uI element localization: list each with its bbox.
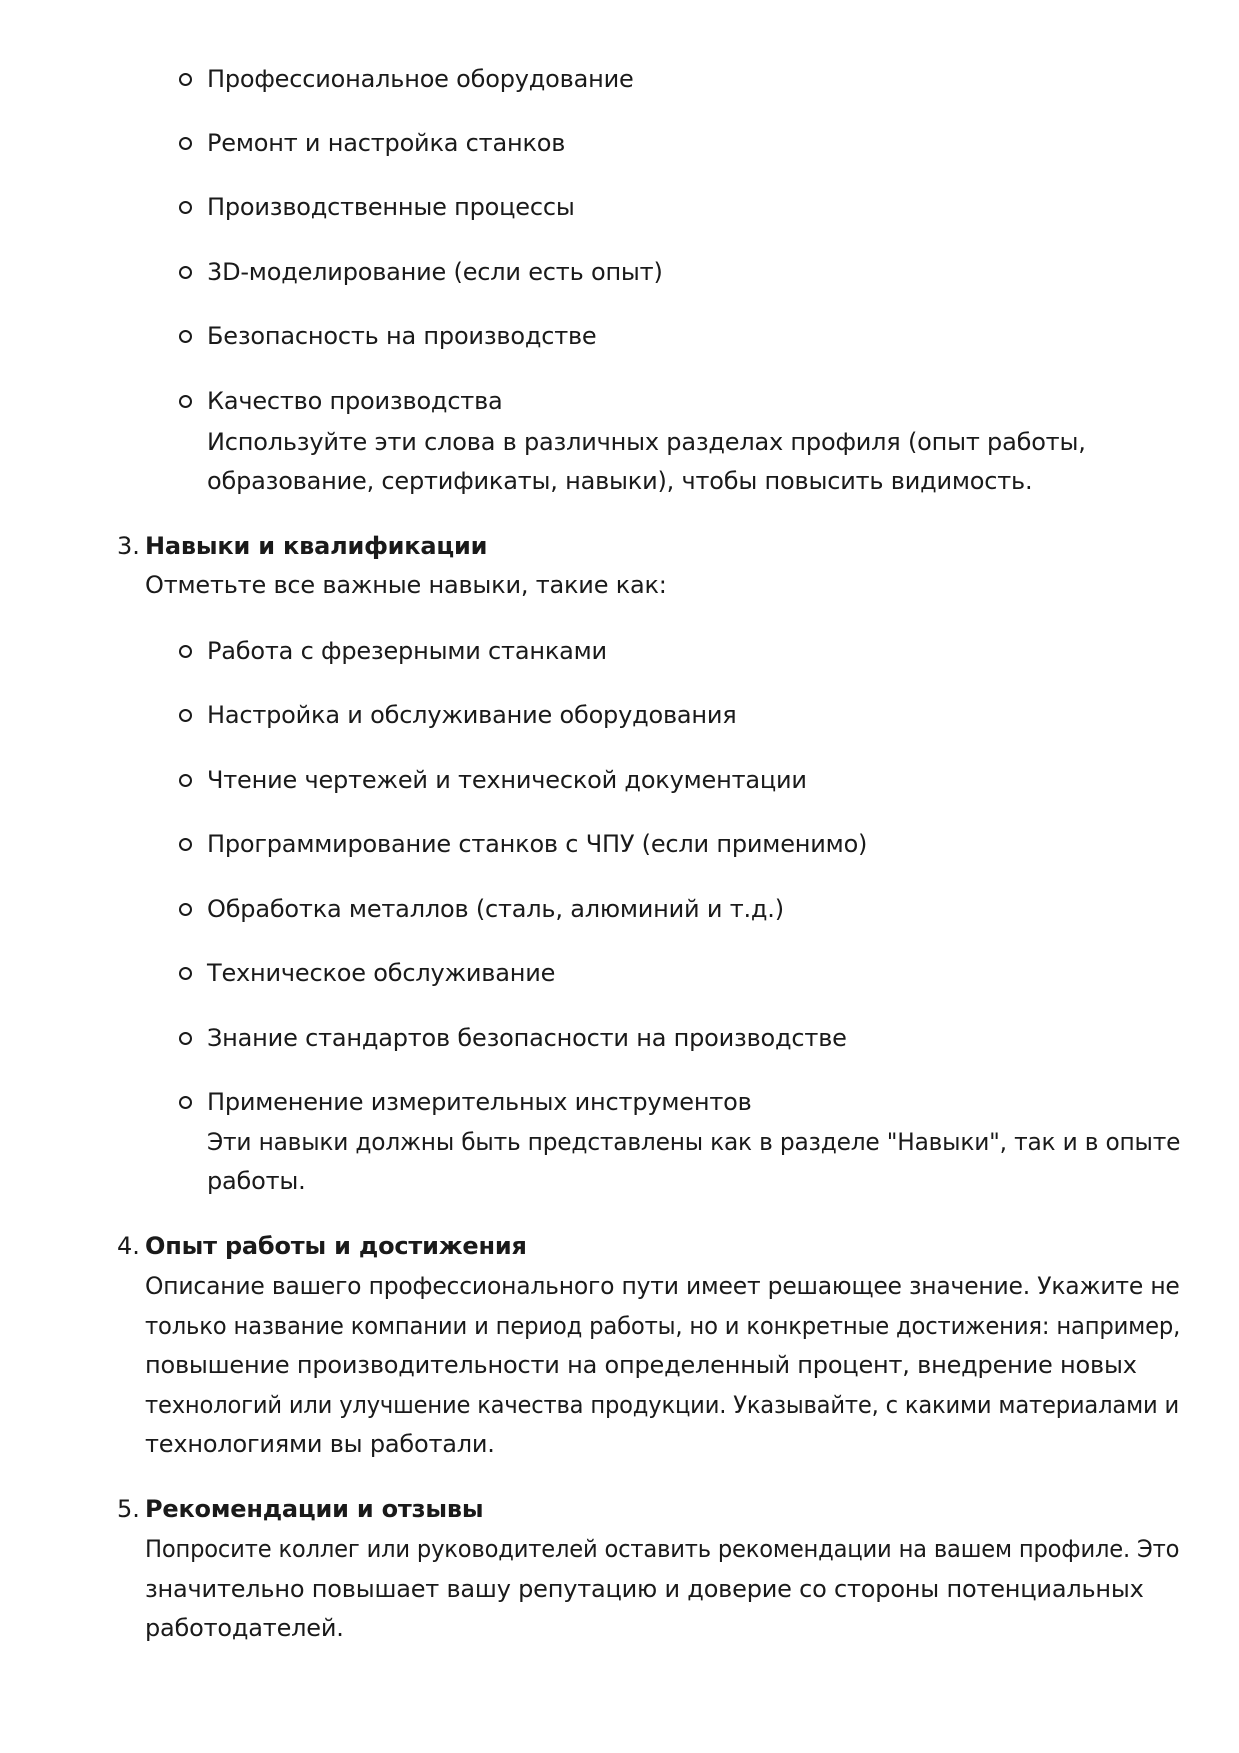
list-item: Программирование станков с ЧПУ (если применимо) bbox=[207, 830, 868, 858]
list-bullet-icon bbox=[179, 774, 192, 787]
list-bullet-icon bbox=[179, 967, 192, 980]
paragraph-line: технологий или улучшение качества продукции. Указывайте, с какими материалами и bbox=[145, 1391, 1179, 1419]
list-bullet-icon bbox=[179, 395, 192, 408]
paragraph-line: Попросите коллег или руководителей оставить рекомендации на вашем профиле. Это bbox=[145, 1535, 1180, 1563]
list-bullet-icon bbox=[179, 838, 192, 851]
paragraph-line: Описание вашего профессионального пути имеет решающее значение. Укажите не bbox=[145, 1272, 1180, 1300]
list-item: Обработка металлов (сталь, алюминий и т.д.) bbox=[207, 895, 784, 923]
paragraph-line: значительно повышает вашу репутацию и доверие со стороны потенциальных bbox=[145, 1575, 1144, 1603]
section-title: Рекомендации и отзывы bbox=[145, 1495, 484, 1523]
list-note-line: образование, сертификаты, навыки), чтобы повысить видимость. bbox=[207, 467, 1033, 495]
section-number: 5. bbox=[117, 1495, 140, 1523]
section-title: Навыки и квалификации bbox=[145, 532, 488, 560]
list-bullet-icon bbox=[179, 709, 192, 722]
list-note-line: Эти навыки должны быть представлены как в разделе "Навыки", так и в опыте bbox=[207, 1128, 1181, 1156]
paragraph-line: технологиями вы работали. bbox=[145, 1430, 495, 1458]
list-item: Применение измерительных инструментов bbox=[207, 1088, 752, 1116]
section-title: Опыт работы и достижения bbox=[145, 1232, 527, 1260]
list-note-line: Используйте эти слова в различных разделах профиля (опыт работы, bbox=[207, 428, 1086, 456]
list-item: Ремонт и настройка станков bbox=[207, 129, 566, 157]
list-item: Профессиональное оборудование bbox=[207, 65, 634, 93]
list-bullet-icon bbox=[179, 1096, 192, 1109]
list-bullet-icon bbox=[179, 645, 192, 658]
paragraph-line: только название компании и период работы, но и конкретные достижения: например, bbox=[145, 1312, 1181, 1340]
list-item: Качество производства bbox=[207, 387, 503, 415]
paragraph-line: повышение производительности на определенный процент, внедрение новых bbox=[145, 1351, 1137, 1379]
list-bullet-icon bbox=[179, 903, 192, 916]
list-item: Безопасность на производстве bbox=[207, 322, 597, 350]
list-note-line: работы. bbox=[207, 1167, 306, 1195]
paragraph-line: работодателей. bbox=[145, 1614, 344, 1642]
list-item: Работа с фрезерными станками bbox=[207, 637, 607, 665]
list-bullet-icon bbox=[179, 137, 192, 150]
list-bullet-icon bbox=[179, 201, 192, 214]
list-item: 3D-моделирование (если есть опыт) bbox=[207, 258, 663, 286]
list-bullet-icon bbox=[179, 266, 192, 279]
list-bullet-icon bbox=[179, 1032, 192, 1045]
list-bullet-icon bbox=[179, 330, 192, 343]
list-bullet-icon bbox=[179, 73, 192, 86]
list-item: Техническое обслуживание bbox=[207, 959, 556, 987]
section-number: 4. bbox=[117, 1232, 140, 1260]
section-intro: Отметьте все важные навыки, такие как: bbox=[145, 571, 667, 599]
list-item: Чтение чертежей и технической документации bbox=[207, 766, 807, 794]
section-number: 3. bbox=[117, 532, 140, 560]
list-item: Производственные процессы bbox=[207, 193, 575, 221]
list-item: Знание стандартов безопасности на производстве bbox=[207, 1024, 847, 1052]
list-item: Настройка и обслуживание оборудования bbox=[207, 701, 737, 729]
